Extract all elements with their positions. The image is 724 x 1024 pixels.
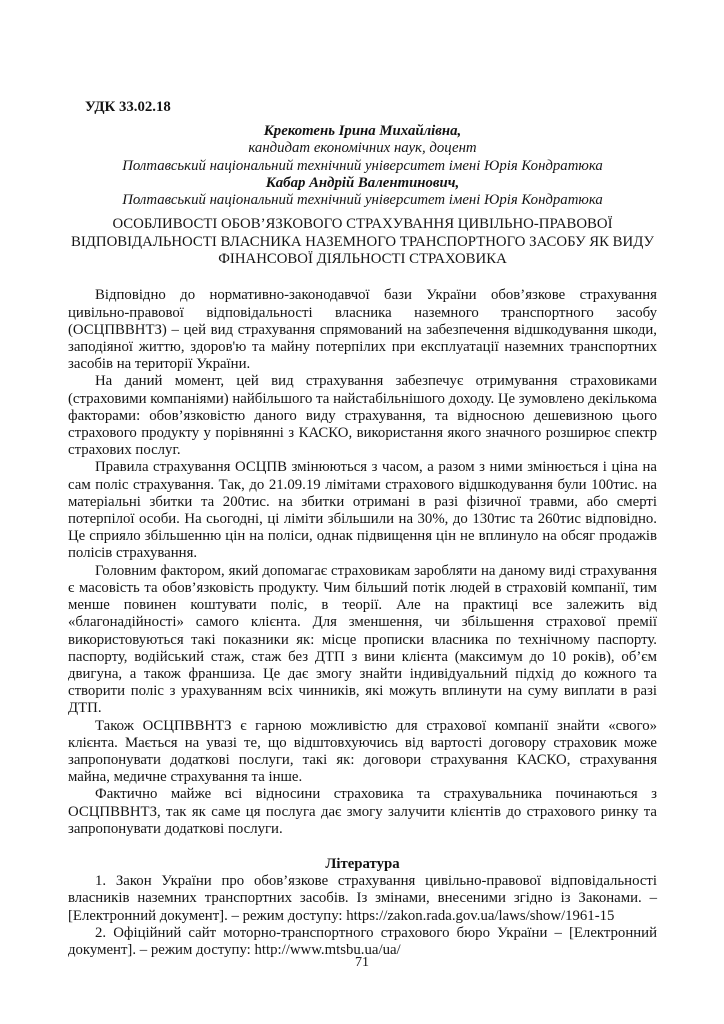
body-paragraph-3: Правила страхування ОСЦПВ змінюються з часом, а разом з ними змінюється і ціна на сам поліс страхування. Так, до 21.09.19 лімітами страхового відшкодування були 100тис. на матеріальні збитки та 200тис. на збитки отримані в разі фізичної травми, або смерті потерпілої особи. На сьогодні, ці ліміти збільшили на 30%, до 130тис та 260тис відповідно. Це сприяло збільшенню цін на поліси, однак підвищення цін не вплинуло на обсяг продажів полісів страхування. <box>68 459 657 562</box>
author-1-affiliation: Полтавський національний технічний університет імені Юрія Кондратюка <box>122 157 603 174</box>
author-1-degree: кандидат економічних наук, доцент <box>248 140 477 157</box>
body-paragraph-6: Фактично майже всі відносини страховика та страхувальника починаються з ОСЦПВВНТЗ, так як саме ця послуга дає змогу залучити клієнтів до страхового ринку та запропонувати додаткові послуги. <box>68 786 657 837</box>
author-block <box>68 123 657 209</box>
author-2-affiliation: Полтавський національний технічний університет імені Юрія Кондратюка <box>122 192 603 209</box>
author-1-name: Крекотень Ірина Михайлівна, <box>263 123 462 140</box>
udc-code: УДК 33.02.18 <box>85 99 171 115</box>
body-paragraph-1: Відповідно до нормативно-законодавчої бази України обов’язкове страхування цивільно-правової відповідальності власника наземного транспортного засобу (ОСЦПВВНТЗ) – цей вид страхування спрямований на забезпечення відшкодування шкоди, заподіяної життю, здоров'ю та майну потерпілих при експлуатації наземних транспортних засобів на території України. <box>68 287 657 373</box>
references-heading: Література <box>325 855 400 872</box>
article-title: ОСОБЛИВОСТІ ОБОВ’ЯЗКОВОГО СТРАХУВАННЯ ЦИВІЛЬНО-ПРАВОВОЇ ВІДПОВІДАЛЬНОСТІ ВЛАСНИКА НАЗЕМНОГО ТРАНСПОРТНОГО ЗАСОБУ ЯК ВИДУ ФІНАНСОВОЇ ДІЯЛЬНОСТІ СТРАХОВИКА <box>71 216 654 268</box>
body-paragraph-2: На даний момент, цей вид страхування забезпечує отримування страховиками (страховими компаніями) найбільшого та найстабільнішого доходу. Це зумовлено декількома факторами: обов’язковістю даного виду страхування, та відносною дешевизною цього страхового продукту у порівнянні з КАСКО, використання якого значного розширює спектр страхових послуг. <box>68 373 657 459</box>
body-paragraph-4: Головним фактором, який допомагає страховикам заробляти на даному виді страхування є масовість та обов’язковість продукту. Чим більший потік людей в страховій компанії, тим менше повинен коштувати поліс, в теорії. Але на практиці все залежить від «благонадійності» самого клієнта. Для зменшення, чи збільшення страхової премії використовуються такі показники як: місце прописки власника по технічному паспорту. паспорту, водійський стаж, стаж без ДТП з вини клієнта (максимум до 10 років), об’єм двигуна, а також франшиза. Це дає змогу знайти індивідуальний підхід до кожного та створити поліс з урахуванням всіх чинників, які можуть вплинути на суму виплати в разі ДТП. <box>68 562 657 717</box>
reference-item-2: 2. Офіційний сайт моторно-транспортного страхового бюро України – [Електронний документ]. – режим доступу: http://www.mtsbu.ua/ua/ <box>68 924 657 958</box>
page-number: 71 <box>355 954 369 970</box>
body-paragraph-5: Також ОСЦПВВНТЗ є гарною можливістю для страхової компанії знайти «свого» клієнта. Мається на увазі те, що відштовхуючись від вартості договору страховик може запропонувати додаткові послуги, такі як: договори страхування КАСКО, страхування майна, медичне страхування та інше. <box>68 717 657 786</box>
reference-item-1: 1. Закон України про обов’язкове страхування цивільно-правової відповідальності власників наземних транспортних засобів. Із змінами, внесеними згідно із Законами. – [Електронний документ]. – режим доступу: https://zakon.rada.gov.ua/laws/show/1961-15 <box>68 873 657 924</box>
author-2-name: Кабар Андрій Валентинович, <box>265 174 460 191</box>
